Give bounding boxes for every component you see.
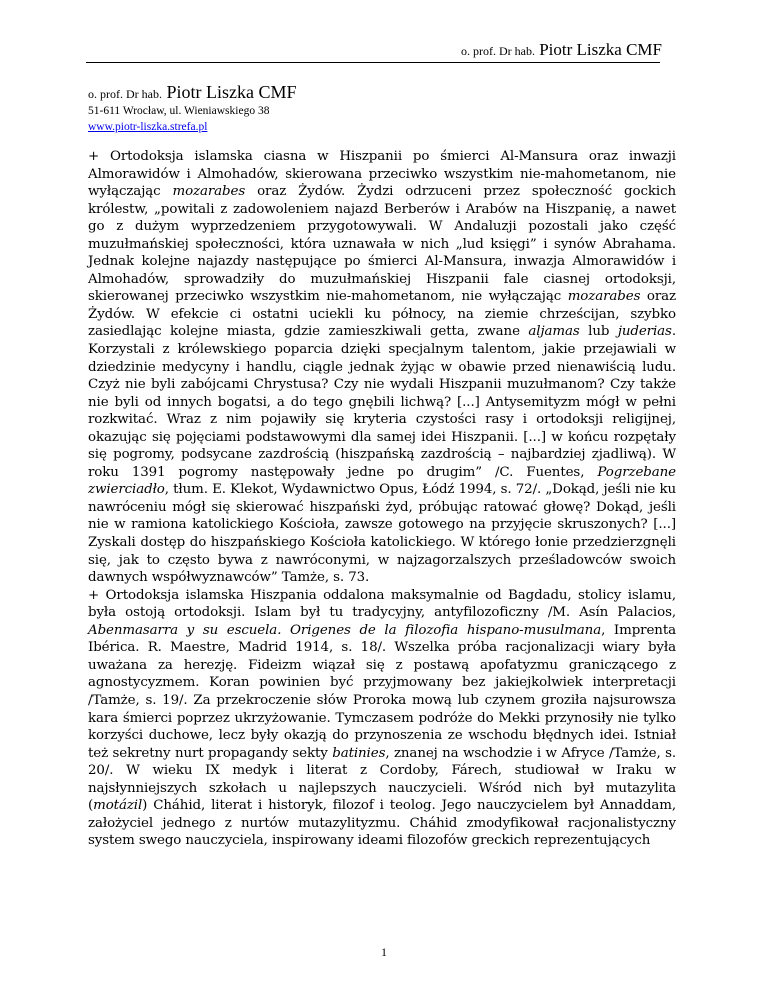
text-run: , Imprenta Ibérica. R. Maestre, Madrid 1914, s. 18/. Wszelka próba racjonalizacji wiary była uważana za herezję. Fideizm wiązał się z postawą apofatyzmu graniczącego z agnostycyzmem. Koran powinien być przyjmowany bez jakiejkolwiek interpretacji /Tamże, s. 19/. Za przekroczenie słów Proroka mową lub czynem groziła najsurowsza kara śmierci poprzez ukrzyżowanie. Tymczasem podróże do Mekki przynosiły nie tylko korzyści duchowe, lecz były okazją do przynoszenia ze wschodu błędnych idei. Istniał też sekretny nurt propagandy sekty [88,622,676,761]
body-paragraph [88,148,676,587]
italic-text: juderias [617,324,672,340]
author-line [88,82,297,103]
header-divider [86,62,660,63]
text-run: ) Cháhid, literat i historyk, filozof i teolog. Jego nauczycielem był Annaddam, założyciel jednego z nurtów mutazylityzmu. Cháhid zmodyfikował racjonalistyczny system swego nauczyciela, inspirowany ideami filozofów greckich reprezentujących [88,798,676,849]
text-run: oraz Żydów. Żydzi odrzuceni przez społeczność gockich królestw, „powitali z zadowoleniem najazd Berberów i Arabów na Hiszpanię, a nawet go z dużym wyprzedzeniem przygotowywali. W Andaluzji pozostali jako część muzułmańskiej społeczności, która uznawała w nich „lud księgi” i synów Abrahama. Jednak kolejne najazdy następujące po śmierci Al-Mansura, inwazja Almorawidów i Almohadów, sprowadziły do muzułmańskiej Hiszpanii fale ciasnej ortodoksji, skierowanej przeciwko wszystkim nie-mahometanom, nie wyłączając [88,184,676,305]
italic-text: mozarabes [567,289,641,305]
text-run: lub [579,324,618,340]
text-run: . Korzystali z królewskiego poparcia dzięki specjalnym talentom, jakie przejawiali w dziedzinie medycyny i handlu, ciągle jednak żyjąc w obawie przed nienawiścią ludu. Czyż nie byli zabójcami Chrystusa? Czy nie wydali Hiszpanii muzułmanom? Czy także nie byli od innych bogatsi, a do tego gnębili lichwą? [...] Antysemityzm mógł w pełni rozkwitać. Wraz z nim pojawiły się kryteria czystości rasy i ortodoksji religijnej, okazując się pojęciami podstawowymi dla samej idei Hiszpanii. [...] w końcu rozpętały się pogromy, podsycane zazdrością (hiszpańską zazdrością – najbardziej zjadliwą). W roku 1391 pogromy następowały jedne po drugim” /C. Fuentes, [88,324,676,480]
body-text [88,148,676,850]
author-block [88,82,297,135]
page-number: 1 [381,945,387,959]
text-run: oraz Żydów. W efekcie ci ostatni uciekli ku północy, na ziemie chrześcijan, szybko zasiedlając kolejne miasta, gdzie zamieszkiwali getta, zwane [88,289,676,340]
text-run: , znanej na wschodzie i w Afryce /Tamże, s. 20/. W wieku IX medyk i literat z Cordoby, Fárech, studiował w Iraku w najsłynniejszych szkołach u najlepszych nauczycieli. Wśród nich był mutazylita ( [88,745,676,814]
body-paragraph [88,587,676,850]
italic-text: Pogrzebane zwierciadło [88,464,676,498]
italic-text: Abenmasarra y su escuela. Origenes de la filozofia hispano-musulmana [88,622,602,638]
text-run: + Ortodoksja islamska ciasna w Hiszpanii po śmierci Al-Mansura oraz inwazji Almorawidów i Almohadów, skierowana przeciwko wszystkim nie-mahometanom, nie wyłączając [88,149,676,200]
italic-text: motázil [93,798,143,814]
running-header [461,40,662,60]
header-name: Piotr Liszka CMF [539,40,662,59]
italic-text: mozarabes [172,184,246,200]
website-link[interactable]: www.piotr-liszka.strefa.pl [88,121,208,133]
italic-text: aljamas [528,324,580,340]
header-prefix: o. prof. Dr hab. [460,44,535,58]
text-run: + Ortodoksja islamska Hiszpania oddalona maksymalnie od Bagdadu, stolicy islamu, była ostoją ortodoksji. Islam był tu tradycyjny, antyfilozoficzny /M. Asín Palacios, [88,587,676,621]
italic-text: batinies [332,745,386,761]
author-address: 51-611 Wrocław, ul. Wieniawskiego 38 [88,105,270,117]
author-name: Piotr Liszka CMF [166,82,297,102]
text-run: , tłum. E. Klekot, Wydawnictwo Opus, Łódź 1994, s. 72/. „Dokąd, jeśli nie ku nawróceniu mógł się skierować hiszpański żyd, próbując ratować głowę? Dokąd, jeśli nie w ramiona katolickiego Kościoła, zawsze gotowego na przyjęcie skruszonych? [...] Zyskali dostęp do hiszpańskiego Kościoła katolickiego. W którego łonie przedzierzgnęli się, jak to często bywa z nawróconymi, w najzagorzalszych prześladowców swoich dawnych współwyznawców” Tamże, s. 73. [88,482,676,586]
author-prefix: o. prof. Dr hab. [88,87,162,101]
